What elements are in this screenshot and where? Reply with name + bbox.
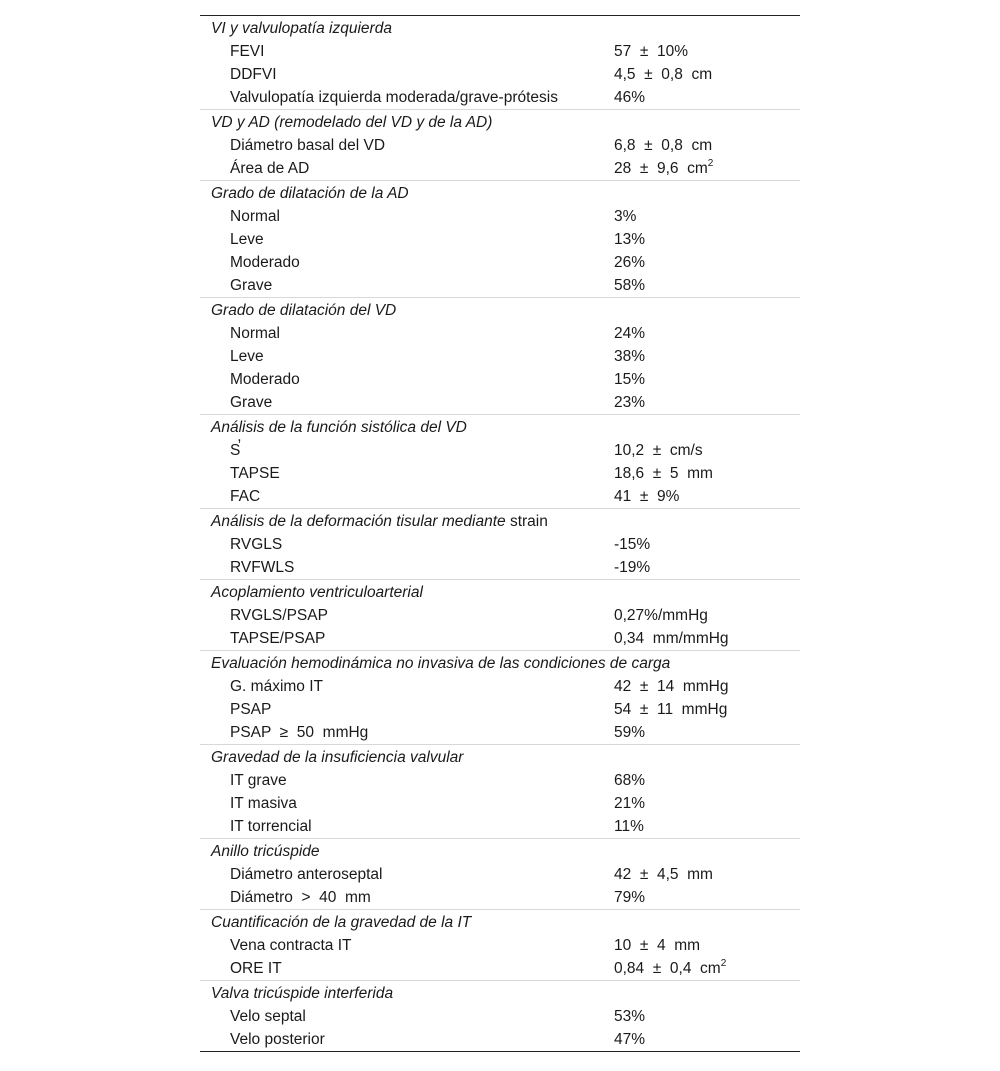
row-value-text: 41 ± 9%	[614, 488, 680, 505]
section-heading-text: Valva tricúspide interferida	[211, 985, 394, 1002]
row-value-text: 4,5 ± 0,8 cm	[614, 66, 713, 83]
row-value-text: 46%	[614, 89, 646, 106]
section-heading	[200, 982, 800, 1005]
row-value	[614, 63, 800, 86]
row-value	[614, 228, 800, 251]
row-value-text: 6,8 ± 0,8 cm	[614, 137, 713, 154]
table-row	[200, 957, 800, 980]
row-label: RVFWLS	[230, 559, 295, 576]
row-value	[614, 556, 800, 579]
table-row	[200, 604, 800, 627]
row-label: G. máximo IT	[230, 678, 324, 695]
table-row	[200, 157, 800, 180]
row-value-text: 18,6 ± 5 mm	[614, 465, 713, 482]
table-row	[200, 556, 800, 579]
row-value-text: 79%	[614, 889, 646, 906]
section-heading-text: Anillo tricúspide	[211, 843, 320, 860]
row-value	[614, 533, 800, 556]
row-value	[614, 863, 800, 886]
table-row	[200, 205, 800, 228]
row-value-text: 0,34 mm/mmHg	[614, 630, 729, 647]
row-value-text: 58%	[614, 277, 646, 294]
row-value	[614, 721, 800, 744]
section-heading	[200, 299, 800, 322]
row-label: Velo septal	[230, 1008, 306, 1025]
row-label: Leve	[230, 348, 264, 365]
row-label: TAPSE/PSAP	[230, 630, 326, 647]
row-value	[614, 368, 800, 391]
table-section	[200, 297, 800, 414]
row-label: PSAP ≥ 50 mmHg	[230, 724, 369, 741]
row-label: Diámetro basal del VD	[230, 137, 386, 154]
row-value	[614, 934, 800, 957]
table-row	[200, 863, 800, 886]
row-value-text: 26%	[614, 254, 646, 271]
row-label: Grave	[230, 394, 273, 411]
table-row	[200, 627, 800, 650]
section-heading	[200, 911, 800, 934]
row-value	[614, 1028, 800, 1051]
row-value	[614, 792, 800, 815]
row-value	[614, 251, 800, 274]
table-row	[200, 368, 800, 391]
row-value	[614, 815, 800, 838]
row-value-superscript: 2	[720, 957, 727, 969]
table-row	[200, 1028, 800, 1051]
section-heading	[200, 111, 800, 134]
table-row	[200, 40, 800, 63]
row-label: Moderado	[230, 371, 300, 388]
row-value	[614, 886, 800, 909]
row-value	[614, 274, 800, 297]
row-value	[614, 1005, 800, 1028]
row-value-text: 0,27%/mmHg	[614, 607, 708, 624]
table-row	[200, 792, 800, 815]
row-label: Moderado	[230, 254, 300, 271]
table-row	[200, 934, 800, 957]
row-value	[614, 322, 800, 345]
row-label: DDFVI	[230, 66, 277, 83]
table-row	[200, 322, 800, 345]
table-section	[200, 16, 800, 109]
table-row	[200, 228, 800, 251]
table-row	[200, 439, 800, 462]
row-label: PSAP	[230, 701, 272, 718]
table-row	[200, 1005, 800, 1028]
row-value-text: 42 ± 14 mmHg	[614, 678, 729, 695]
row-label: FAC	[230, 488, 261, 505]
row-value-text: 0,84 ± 0,4 cm	[614, 960, 721, 977]
table-row	[200, 86, 800, 109]
section-heading	[200, 840, 800, 863]
row-label: IT masiva	[230, 795, 297, 812]
row-label: RVGLS/PSAP	[230, 607, 328, 624]
row-value-text: 10 ± 4 mm	[614, 937, 701, 954]
row-value-superscript: 2	[707, 157, 714, 169]
row-value	[614, 485, 800, 508]
row-value-text: 15%	[614, 371, 646, 388]
row-value	[614, 627, 800, 650]
row-value-text: 54 ± 11 mmHg	[614, 701, 728, 718]
row-value	[614, 957, 800, 980]
table-section	[200, 414, 800, 508]
table-row	[200, 251, 800, 274]
section-heading-text: VD y AD (remodelado del VD y de la AD)	[211, 114, 493, 131]
row-label: ORE IT	[230, 960, 282, 977]
table-row	[200, 274, 800, 297]
row-value	[614, 439, 800, 462]
row-value	[614, 205, 800, 228]
section-heading-text: Cuantificación de la gravedad de la IT	[211, 914, 472, 931]
row-value	[614, 462, 800, 485]
row-value-text: 47%	[614, 1031, 646, 1048]
row-label: Grave	[230, 277, 273, 294]
row-label: Valvulopatía izquierda moderada/grave-prótesis	[230, 89, 558, 106]
table-section	[200, 508, 800, 579]
section-heading-text: Acoplamiento ventriculoarterial	[211, 584, 423, 601]
row-value	[614, 345, 800, 368]
row-value-text: -19%	[614, 559, 651, 576]
row-value-text: 68%	[614, 772, 646, 789]
row-value-text: 38%	[614, 348, 646, 365]
row-value-text: 53%	[614, 1008, 646, 1025]
row-value-text: 21%	[614, 795, 646, 812]
row-label: Normal	[230, 208, 280, 225]
row-value-text: 42 ± 4,5 mm	[614, 866, 713, 883]
table-row	[200, 769, 800, 792]
table-row	[200, 886, 800, 909]
row-label: Leve	[230, 231, 264, 248]
row-value	[614, 157, 800, 180]
row-value-text: 11%	[614, 818, 644, 835]
section-heading	[200, 510, 800, 533]
row-label: Diámetro > 40 mm	[230, 889, 371, 906]
row-label: TAPSE	[230, 465, 280, 482]
section-heading	[200, 17, 800, 40]
row-label: Diámetro anteroseptal	[230, 866, 383, 883]
section-heading	[200, 746, 800, 769]
row-value	[614, 604, 800, 627]
table-section	[200, 980, 800, 1051]
row-value-text: 23%	[614, 394, 646, 411]
section-heading	[200, 182, 800, 205]
row-value-text: 13%	[614, 231, 646, 248]
table-row	[200, 815, 800, 838]
table-row	[200, 63, 800, 86]
table-row	[200, 134, 800, 157]
table-section	[200, 909, 800, 980]
table-section	[200, 109, 800, 180]
table-row	[200, 485, 800, 508]
row-label: RVGLS	[230, 536, 283, 553]
table-row	[200, 345, 800, 368]
section-heading	[200, 652, 800, 675]
section-heading	[200, 581, 800, 604]
table-section	[200, 838, 800, 909]
table-row	[200, 391, 800, 414]
row-label: IT torrencial	[230, 818, 312, 835]
section-heading	[200, 416, 800, 439]
row-label: Vena contracta IT	[230, 937, 352, 954]
row-value	[614, 40, 800, 63]
table-section	[200, 180, 800, 297]
section-heading-text: Grado de dilatación de la AD	[211, 185, 409, 202]
row-label: S̕	[230, 442, 241, 459]
table-row	[200, 675, 800, 698]
row-value	[614, 391, 800, 414]
table-section	[200, 650, 800, 744]
row-value	[614, 769, 800, 792]
row-value-text: 10,2 ± cm/s	[614, 442, 703, 459]
table-section	[200, 744, 800, 838]
row-label: Área de AD	[230, 160, 310, 177]
row-label: Normal	[230, 325, 280, 342]
row-value-text: -15%	[614, 536, 651, 553]
row-value	[614, 698, 800, 721]
table-row	[200, 698, 800, 721]
table-row	[200, 533, 800, 556]
section-heading-text: Grado de dilatación del VD	[211, 302, 397, 319]
section-heading-text: Análisis de la función sistólica del VD	[211, 419, 467, 436]
section-heading-text: Gravedad de la insuficiencia valvular	[211, 749, 464, 766]
row-value	[614, 675, 800, 698]
row-value-text: 57 ± 10%	[614, 43, 688, 60]
row-value	[614, 86, 800, 109]
row-label: Velo posterior	[230, 1031, 325, 1048]
section-heading-text: VI y valvulopatía izquierda	[211, 20, 392, 37]
table-row	[200, 462, 800, 485]
row-label: FEVI	[230, 43, 265, 60]
table-section	[200, 579, 800, 650]
row-value-text: 24%	[614, 325, 646, 342]
section-heading-suffix: strain	[509, 513, 548, 530]
row-label: IT grave	[230, 772, 287, 789]
table-row	[200, 721, 800, 744]
row-value-text: 3%	[614, 208, 637, 225]
row-value-text: 28 ± 9,6 cm	[614, 160, 708, 177]
section-heading-text: Evaluación hemodinámica no invasiva de las condiciones de carga	[211, 655, 671, 672]
row-value-text: 59%	[614, 724, 646, 741]
data-table	[200, 15, 800, 1052]
section-heading-text: Análisis de la deformación tisular mediante	[211, 513, 506, 530]
row-value	[614, 134, 800, 157]
